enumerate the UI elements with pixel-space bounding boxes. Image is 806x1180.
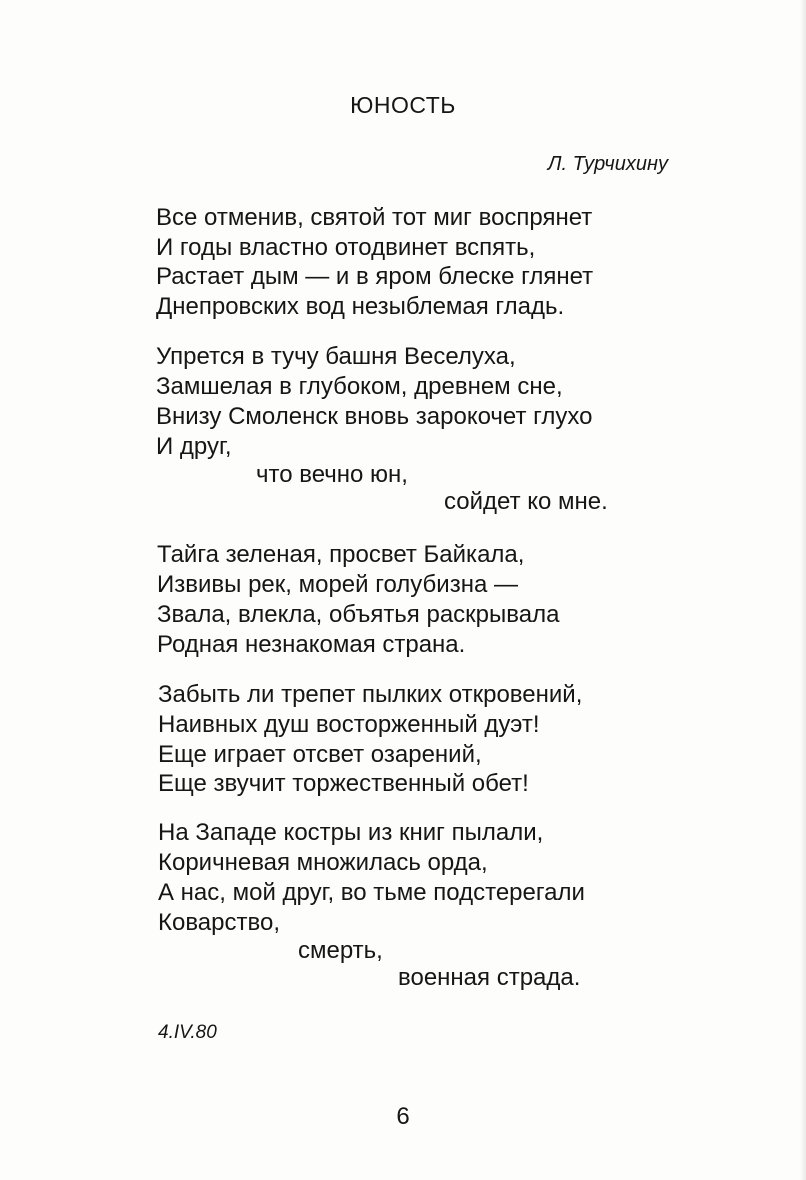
poem-line: Родная незнакомая страна.: [157, 631, 466, 658]
poem-line: Звала, влекла, объятья раскрывала: [157, 601, 560, 628]
poem-line: Еще играет отсвет озарений,: [158, 741, 482, 768]
poem-date: 4.IV.80: [158, 1022, 217, 1043]
poem-line: А нас, мой друг, во тьме подстерегали: [158, 879, 585, 906]
poem-line: Извивы рек, морей голубизна —: [157, 571, 518, 598]
poem-line: Коричневая множилась орда,: [158, 849, 488, 876]
poem-line: Замшелая в глубоком, древнем сне,: [156, 373, 563, 400]
poem-line: Наивных душ восторженный дуэт!: [158, 711, 540, 738]
poem-line: Еще звучит торжественный обет!: [158, 770, 529, 797]
poem-line: Внизу Смоленск вновь зарокочет глухо: [156, 403, 593, 430]
poem-line: Коварство,: [158, 909, 280, 936]
poem-line: военная страда.: [398, 964, 581, 991]
poem-line: И годы властно отодвинет вспять,: [156, 234, 536, 261]
poem-dedication: Л. Турчихину: [547, 153, 668, 175]
poem-line: Тайга зеленая, просвет Байкала,: [157, 541, 525, 568]
poem-line: Все отменив, святой тот миг воспрянет: [156, 204, 593, 231]
poem-title: ЮНОСТЬ: [350, 92, 456, 118]
poem-line: И друг,: [156, 433, 232, 460]
poem-line: Упрется в тучу башня Веселуха,: [156, 343, 516, 370]
poem-line: На Западе костры из книг пылали,: [158, 819, 544, 846]
poem-line: Растает дым — и в яром блеске глянет: [156, 263, 594, 290]
poem-line: что вечно юн,: [256, 461, 408, 488]
poem-line: Забыть ли трепет пылких откровений,: [158, 681, 583, 708]
poem-line: сойдет ко мне.: [444, 488, 608, 515]
page-number: 6: [396, 1103, 410, 1130]
poem-line: смерть,: [298, 937, 383, 964]
page-edge-shadow: [800, 0, 806, 1180]
poem-line: Днепровских вод незыблемая гладь.: [156, 293, 565, 320]
